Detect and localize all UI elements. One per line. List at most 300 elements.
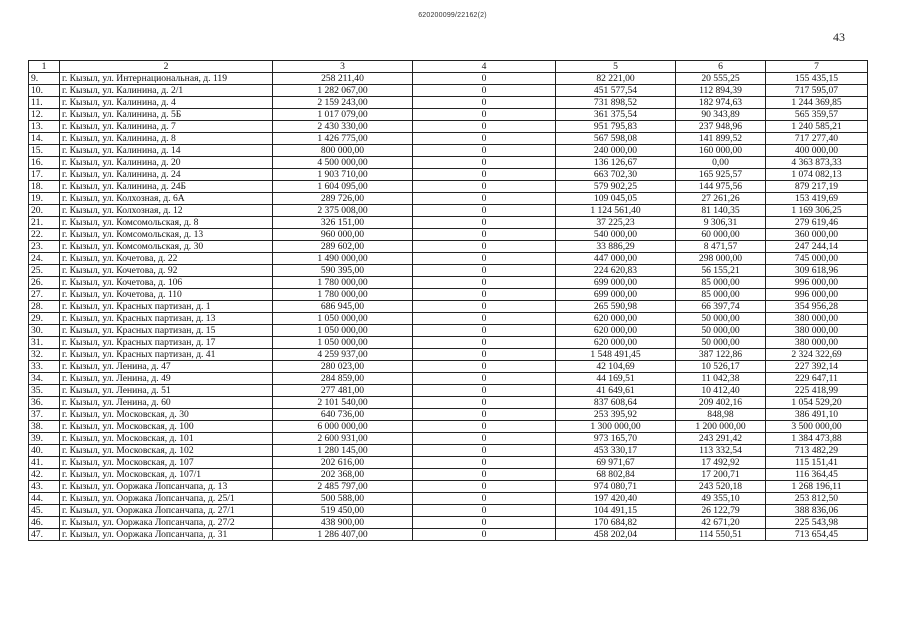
value-cell: 247 244,14	[766, 241, 868, 253]
value-cell: 1 050 000,00	[273, 337, 413, 349]
value-cell: 1 240 585,21	[766, 121, 868, 133]
value-cell: 380 000,00	[766, 337, 868, 349]
value-cell: 253 395,92	[556, 409, 676, 421]
value-cell: 686 945,00	[273, 301, 413, 313]
row-number: 28.	[29, 301, 60, 313]
value-cell: 360 000,00	[766, 229, 868, 241]
value-cell: 1 300 000,00	[556, 421, 676, 433]
row-number: 19.	[29, 193, 60, 205]
address-cell: г. Кызыл, ул. Московская, д. 100	[60, 421, 273, 433]
address-cell: г. Кызыл, ул. Калинина, д. 24Б	[60, 181, 273, 193]
value-cell: 11 042,38	[676, 373, 766, 385]
value-cell: 33 886,29	[556, 241, 676, 253]
value-cell: 579 902,25	[556, 181, 676, 193]
row-number: 46.	[29, 517, 60, 529]
address-cell: г. Кызыл, ул. Ленина, д. 47	[60, 361, 273, 373]
value-cell: 0	[413, 373, 556, 385]
value-cell: 713 482,29	[766, 445, 868, 457]
value-cell: 1 780 000,00	[273, 277, 413, 289]
value-cell: 590 395,00	[273, 265, 413, 277]
value-cell: 0	[413, 253, 556, 265]
value-cell: 4 259 937,00	[273, 349, 413, 361]
value-cell: 540 000,00	[556, 229, 676, 241]
value-cell: 0	[413, 361, 556, 373]
value-cell: 10 526,17	[676, 361, 766, 373]
table-row	[29, 349, 868, 361]
address-cell: г. Кызыл, ул. Комсомольская, д. 30	[60, 241, 273, 253]
address-cell: г. Кызыл, ул. Калинина, д. 2/1	[60, 85, 273, 97]
value-cell: 0	[413, 469, 556, 481]
row-number: 18.	[29, 181, 60, 193]
row-number: 14.	[29, 133, 60, 145]
value-cell: 165 925,57	[676, 169, 766, 181]
value-cell: 209 402,16	[676, 397, 766, 409]
row-number: 25.	[29, 265, 60, 277]
row-number: 22.	[29, 229, 60, 241]
value-cell: 1 074 082,13	[766, 169, 868, 181]
value-cell: 113 332,54	[676, 445, 766, 457]
value-cell: 0	[413, 493, 556, 505]
address-cell: г. Кызыл, ул. Красных партизан, д. 1	[60, 301, 273, 313]
table-row	[29, 445, 868, 457]
value-cell: 1 548 491,45	[556, 349, 676, 361]
address-cell: г. Кызыл, ул. Московская, д. 107	[60, 457, 273, 469]
address-cell: г. Кызыл, ул. Интернациональная, д. 119	[60, 73, 273, 85]
value-cell: 0	[413, 193, 556, 205]
value-cell: 136 126,67	[556, 157, 676, 169]
row-number: 33.	[29, 361, 60, 373]
row-number: 42.	[29, 469, 60, 481]
value-cell: 10 412,40	[676, 385, 766, 397]
value-cell: 1 490 000,00	[273, 253, 413, 265]
value-cell: 380 000,00	[766, 325, 868, 337]
value-cell: 1 780 000,00	[273, 289, 413, 301]
row-number: 17.	[29, 169, 60, 181]
row-number: 39.	[29, 433, 60, 445]
data-table	[28, 60, 868, 541]
value-cell: 0	[413, 157, 556, 169]
value-cell: 386 491,10	[766, 409, 868, 421]
column-header: 1	[29, 61, 60, 73]
address-cell: г. Кызыл, ул. Московская, д. 30	[60, 409, 273, 421]
value-cell: 0	[413, 217, 556, 229]
value-cell: 0	[413, 313, 556, 325]
address-cell: г. Кызыл, ул. Ооржака Лопсанчапа, д. 27/1	[60, 505, 273, 517]
value-cell: 0	[413, 529, 556, 541]
address-cell: г. Кызыл, ул. Кочетова, д. 22	[60, 253, 273, 265]
row-number: 47.	[29, 529, 60, 541]
document-code: 620200099/22162(2)	[418, 12, 487, 19]
column-header: 5	[556, 61, 676, 73]
value-cell: 66 397,74	[676, 301, 766, 313]
column-header: 7	[766, 61, 868, 73]
value-cell: 0	[413, 481, 556, 493]
value-cell: 1 054 529,20	[766, 397, 868, 409]
row-number: 29.	[29, 313, 60, 325]
value-cell: 620 000,00	[556, 337, 676, 349]
value-cell: 265 590,98	[556, 301, 676, 313]
value-cell: 837 608,64	[556, 397, 676, 409]
value-cell: 0	[413, 505, 556, 517]
row-number: 10.	[29, 85, 60, 97]
value-cell: 699 000,00	[556, 289, 676, 301]
value-cell: 0	[413, 397, 556, 409]
value-cell: 170 684,82	[556, 517, 676, 529]
table-row	[29, 325, 868, 337]
value-cell: 960 000,00	[273, 229, 413, 241]
value-cell: 0	[413, 337, 556, 349]
address-cell: г. Кызыл, ул. Комсомольская, д. 8	[60, 217, 273, 229]
address-cell: г. Кызыл, ул. Кочетова, д. 106	[60, 277, 273, 289]
value-cell: 6 000 000,00	[273, 421, 413, 433]
table-row	[29, 253, 868, 265]
value-cell: 640 736,00	[273, 409, 413, 421]
address-cell: г. Кызыл, ул. Ленина, д. 60	[60, 397, 273, 409]
value-cell: 197 420,40	[556, 493, 676, 505]
value-cell: 354 956,28	[766, 301, 868, 313]
value-cell: 2 159 243,00	[273, 97, 413, 109]
value-cell: 0	[413, 229, 556, 241]
address-cell: г. Кызыл, ул. Ленина, д. 49	[60, 373, 273, 385]
value-cell: 44 169,51	[556, 373, 676, 385]
address-cell: г. Кызыл, ул. Кочетова, д. 92	[60, 265, 273, 277]
value-cell: 699 000,00	[556, 277, 676, 289]
value-cell: 0	[413, 517, 556, 529]
row-number: 23.	[29, 241, 60, 253]
address-cell: г. Кызыл, ул. Калинина, д. 14	[60, 145, 273, 157]
value-cell: 109 045,05	[556, 193, 676, 205]
value-cell: 202 368,00	[273, 469, 413, 481]
value-cell: 973 165,70	[556, 433, 676, 445]
row-number: 12.	[29, 109, 60, 121]
table-row	[29, 109, 868, 121]
table-row	[29, 157, 868, 169]
value-cell: 4 500 000,00	[273, 157, 413, 169]
value-cell: 0	[413, 169, 556, 181]
value-cell: 155 435,15	[766, 73, 868, 85]
value-cell: 0,00	[676, 157, 766, 169]
value-cell: 1 280 145,00	[273, 445, 413, 457]
value-cell: 115 151,41	[766, 457, 868, 469]
value-cell: 2 430 330,00	[273, 121, 413, 133]
row-number: 36.	[29, 397, 60, 409]
table-row	[29, 241, 868, 253]
table-row	[29, 529, 868, 541]
row-number: 44.	[29, 493, 60, 505]
address-cell: г. Кызыл, ул. Кочетова, д. 110	[60, 289, 273, 301]
value-cell: 114 550,51	[676, 529, 766, 541]
value-cell: 453 330,17	[556, 445, 676, 457]
value-cell: 0	[413, 301, 556, 313]
value-cell: 20 555,25	[676, 73, 766, 85]
address-cell: г. Кызыл, ул. Московская, д. 102	[60, 445, 273, 457]
value-cell: 951 795,83	[556, 121, 676, 133]
value-cell: 0	[413, 181, 556, 193]
value-cell: 0	[413, 73, 556, 85]
value-cell: 731 898,52	[556, 97, 676, 109]
value-cell: 2 600 931,00	[273, 433, 413, 445]
value-cell: 996 000,00	[766, 289, 868, 301]
value-cell: 4 363 873,33	[766, 157, 868, 169]
value-cell: 1 244 369,85	[766, 97, 868, 109]
value-cell: 567 598,08	[556, 133, 676, 145]
value-cell: 0	[413, 433, 556, 445]
table-row	[29, 121, 868, 133]
value-cell: 116 364,45	[766, 469, 868, 481]
value-cell: 326 151,00	[273, 217, 413, 229]
value-cell: 50 000,00	[676, 337, 766, 349]
value-cell: 289 726,00	[273, 193, 413, 205]
table-row	[29, 205, 868, 217]
value-cell: 0	[413, 385, 556, 397]
value-cell: 202 616,00	[273, 457, 413, 469]
value-cell: 243 520,18	[676, 481, 766, 493]
address-cell: г. Кызыл, ул. Красных партизан, д. 13	[60, 313, 273, 325]
value-cell: 387 122,86	[676, 349, 766, 361]
value-cell: 1 282 067,00	[273, 85, 413, 97]
address-cell: г. Кызыл, ул. Московская, д. 107/1	[60, 469, 273, 481]
table-row	[29, 361, 868, 373]
row-number: 34.	[29, 373, 60, 385]
value-cell: 713 654,45	[766, 529, 868, 541]
value-cell: 1 124 561,40	[556, 205, 676, 217]
value-cell: 663 702,30	[556, 169, 676, 181]
table-row	[29, 73, 868, 85]
value-cell: 229 647,11	[766, 373, 868, 385]
value-cell: 620 000,00	[556, 313, 676, 325]
row-number: 37.	[29, 409, 60, 421]
table-row	[29, 409, 868, 421]
address-cell: г. Кызыл, ул. Московская, д. 101	[60, 433, 273, 445]
address-cell: г. Кызыл, ул. Красных партизан, д. 41	[60, 349, 273, 361]
value-cell: 56 155,21	[676, 265, 766, 277]
value-cell: 0	[413, 133, 556, 145]
row-number: 45.	[29, 505, 60, 517]
value-cell: 2 324 322,69	[766, 349, 868, 361]
value-cell: 37 225,23	[556, 217, 676, 229]
address-cell: г. Кызыл, ул. Красных партизан, д. 17	[60, 337, 273, 349]
value-cell: 26 122,79	[676, 505, 766, 517]
value-cell: 82 221,00	[556, 73, 676, 85]
row-number: 13.	[29, 121, 60, 133]
value-cell: 519 450,00	[273, 505, 413, 517]
table-row	[29, 133, 868, 145]
value-cell: 800 000,00	[273, 145, 413, 157]
table-row	[29, 517, 868, 529]
row-number: 40.	[29, 445, 60, 457]
value-cell: 240 000,00	[556, 145, 676, 157]
value-cell: 279 619,46	[766, 217, 868, 229]
table-row	[29, 397, 868, 409]
value-cell: 0	[413, 85, 556, 97]
value-cell: 1 200 000,00	[676, 421, 766, 433]
value-cell: 90 343,89	[676, 109, 766, 121]
address-cell: г. Кызыл, ул. Ленина, д. 51	[60, 385, 273, 397]
address-cell: г. Кызыл, ул. Калинина, д. 4	[60, 97, 273, 109]
table-row	[29, 421, 868, 433]
table-row	[29, 169, 868, 181]
value-cell: 104 491,15	[556, 505, 676, 517]
table-row	[29, 301, 868, 313]
value-cell: 182 974,63	[676, 97, 766, 109]
value-cell: 85 000,00	[676, 277, 766, 289]
value-cell: 27 261,26	[676, 193, 766, 205]
table-row	[29, 181, 868, 193]
value-cell: 0	[413, 289, 556, 301]
value-cell: 42 671,20	[676, 517, 766, 529]
value-cell: 17 492,92	[676, 457, 766, 469]
address-cell: г. Кызыл, ул. Калинина, д. 5Б	[60, 109, 273, 121]
value-cell: 85 000,00	[676, 289, 766, 301]
value-cell: 0	[413, 421, 556, 433]
value-cell: 1 017 079,00	[273, 109, 413, 121]
value-cell: 438 900,00	[273, 517, 413, 529]
address-cell: г. Кызыл, ул. Ооржака Лопсанчапа, д. 13	[60, 481, 273, 493]
column-header: 6	[676, 61, 766, 73]
table-row	[29, 337, 868, 349]
value-cell: 50 000,00	[676, 313, 766, 325]
value-cell: 68 802,84	[556, 469, 676, 481]
table-row	[29, 385, 868, 397]
table-row	[29, 505, 868, 517]
address-cell: г. Кызыл, ул. Колхозная, д. 6А	[60, 193, 273, 205]
table-row	[29, 193, 868, 205]
address-cell: г. Кызыл, ул. Калинина, д. 8	[60, 133, 273, 145]
value-cell: 141 899,52	[676, 133, 766, 145]
row-number: 15.	[29, 145, 60, 157]
table-row	[29, 481, 868, 493]
value-cell: 0	[413, 277, 556, 289]
value-cell: 298 000,00	[676, 253, 766, 265]
table-header-row	[29, 61, 868, 73]
row-number: 11.	[29, 97, 60, 109]
value-cell: 974 080,71	[556, 481, 676, 493]
value-cell: 112 894,39	[676, 85, 766, 97]
address-cell: г. Кызыл, ул. Калинина, д. 20	[60, 157, 273, 169]
value-cell: 50 000,00	[676, 325, 766, 337]
row-number: 32.	[29, 349, 60, 361]
table-row	[29, 229, 868, 241]
table-row	[29, 373, 868, 385]
address-cell: г. Кызыл, ул. Красных партизан, д. 15	[60, 325, 273, 337]
value-cell: 0	[413, 445, 556, 457]
value-cell: 225 543,98	[766, 517, 868, 529]
table-row	[29, 469, 868, 481]
value-cell: 0	[413, 241, 556, 253]
row-number: 27.	[29, 289, 60, 301]
value-cell: 0	[413, 121, 556, 133]
value-cell: 500 588,00	[273, 493, 413, 505]
value-cell: 0	[413, 265, 556, 277]
value-cell: 9 306,31	[676, 217, 766, 229]
value-cell: 1 268 196,11	[766, 481, 868, 493]
value-cell: 1 903 710,00	[273, 169, 413, 181]
value-cell: 0	[413, 205, 556, 217]
value-cell: 361 375,54	[556, 109, 676, 121]
value-cell: 60 000,00	[676, 229, 766, 241]
value-cell: 160 000,00	[676, 145, 766, 157]
address-cell: г. Кызыл, ул. Ооржака Лопсанчапа, д. 31	[60, 529, 273, 541]
value-cell: 3 500 000,00	[766, 421, 868, 433]
value-cell: 458 202,04	[556, 529, 676, 541]
value-cell: 451 577,54	[556, 85, 676, 97]
address-cell: г. Кызыл, ул. Ооржака Лопсанчапа, д. 27/2	[60, 517, 273, 529]
value-cell: 848,98	[676, 409, 766, 421]
value-cell: 2 485 797,00	[273, 481, 413, 493]
value-cell: 0	[413, 349, 556, 361]
column-header: 3	[273, 61, 413, 73]
value-cell: 400 000,00	[766, 145, 868, 157]
value-cell: 284 859,00	[273, 373, 413, 385]
value-cell: 17 200,71	[676, 469, 766, 481]
value-cell: 745 000,00	[766, 253, 868, 265]
value-cell: 447 000,00	[556, 253, 676, 265]
value-cell: 2 375 008,00	[273, 205, 413, 217]
column-header: 4	[413, 61, 556, 73]
row-number: 16.	[29, 157, 60, 169]
table-row	[29, 457, 868, 469]
value-cell: 69 971,67	[556, 457, 676, 469]
page-number: 43	[833, 30, 845, 44]
table-row	[29, 313, 868, 325]
value-cell: 1 426 775,00	[273, 133, 413, 145]
value-cell: 0	[413, 325, 556, 337]
value-cell: 620 000,00	[556, 325, 676, 337]
table-row	[29, 97, 868, 109]
value-cell: 0	[413, 457, 556, 469]
row-number: 41.	[29, 457, 60, 469]
value-cell: 1 050 000,00	[273, 313, 413, 325]
value-cell: 289 602,00	[273, 241, 413, 253]
table-row	[29, 217, 868, 229]
value-cell: 144 975,56	[676, 181, 766, 193]
value-cell: 8 471,57	[676, 241, 766, 253]
value-cell: 225 418,99	[766, 385, 868, 397]
row-number: 20.	[29, 205, 60, 217]
table-row	[29, 433, 868, 445]
value-cell: 258 211,40	[273, 73, 413, 85]
value-cell: 243 291,42	[676, 433, 766, 445]
value-cell: 1 169 306,25	[766, 205, 868, 217]
value-cell: 1 050 000,00	[273, 325, 413, 337]
address-cell: г. Кызыл, ул. Калинина, д. 24	[60, 169, 273, 181]
table-row	[29, 493, 868, 505]
row-number: 26.	[29, 277, 60, 289]
table-row	[29, 289, 868, 301]
row-number: 21.	[29, 217, 60, 229]
address-cell: г. Кызыл, ул. Ооржака Лопсанчапа, д. 25/1	[60, 493, 273, 505]
value-cell: 388 836,06	[766, 505, 868, 517]
value-cell: 1 604 095,00	[273, 181, 413, 193]
table-row	[29, 145, 868, 157]
column-header: 2	[60, 61, 273, 73]
value-cell: 1 384 473,88	[766, 433, 868, 445]
value-cell: 0	[413, 109, 556, 121]
value-cell: 565 359,57	[766, 109, 868, 121]
value-cell: 41 649,61	[556, 385, 676, 397]
table-row	[29, 85, 868, 97]
value-cell: 49 355,10	[676, 493, 766, 505]
value-cell: 380 000,00	[766, 313, 868, 325]
value-cell: 237 948,96	[676, 121, 766, 133]
address-cell: г. Кызыл, ул. Комсомольская, д. 13	[60, 229, 273, 241]
value-cell: 879 217,19	[766, 181, 868, 193]
value-cell: 280 023,00	[273, 361, 413, 373]
value-cell: 2 101 540,00	[273, 397, 413, 409]
value-cell: 309 618,96	[766, 265, 868, 277]
value-cell: 153 419,69	[766, 193, 868, 205]
value-cell: 1 286 407,00	[273, 529, 413, 541]
